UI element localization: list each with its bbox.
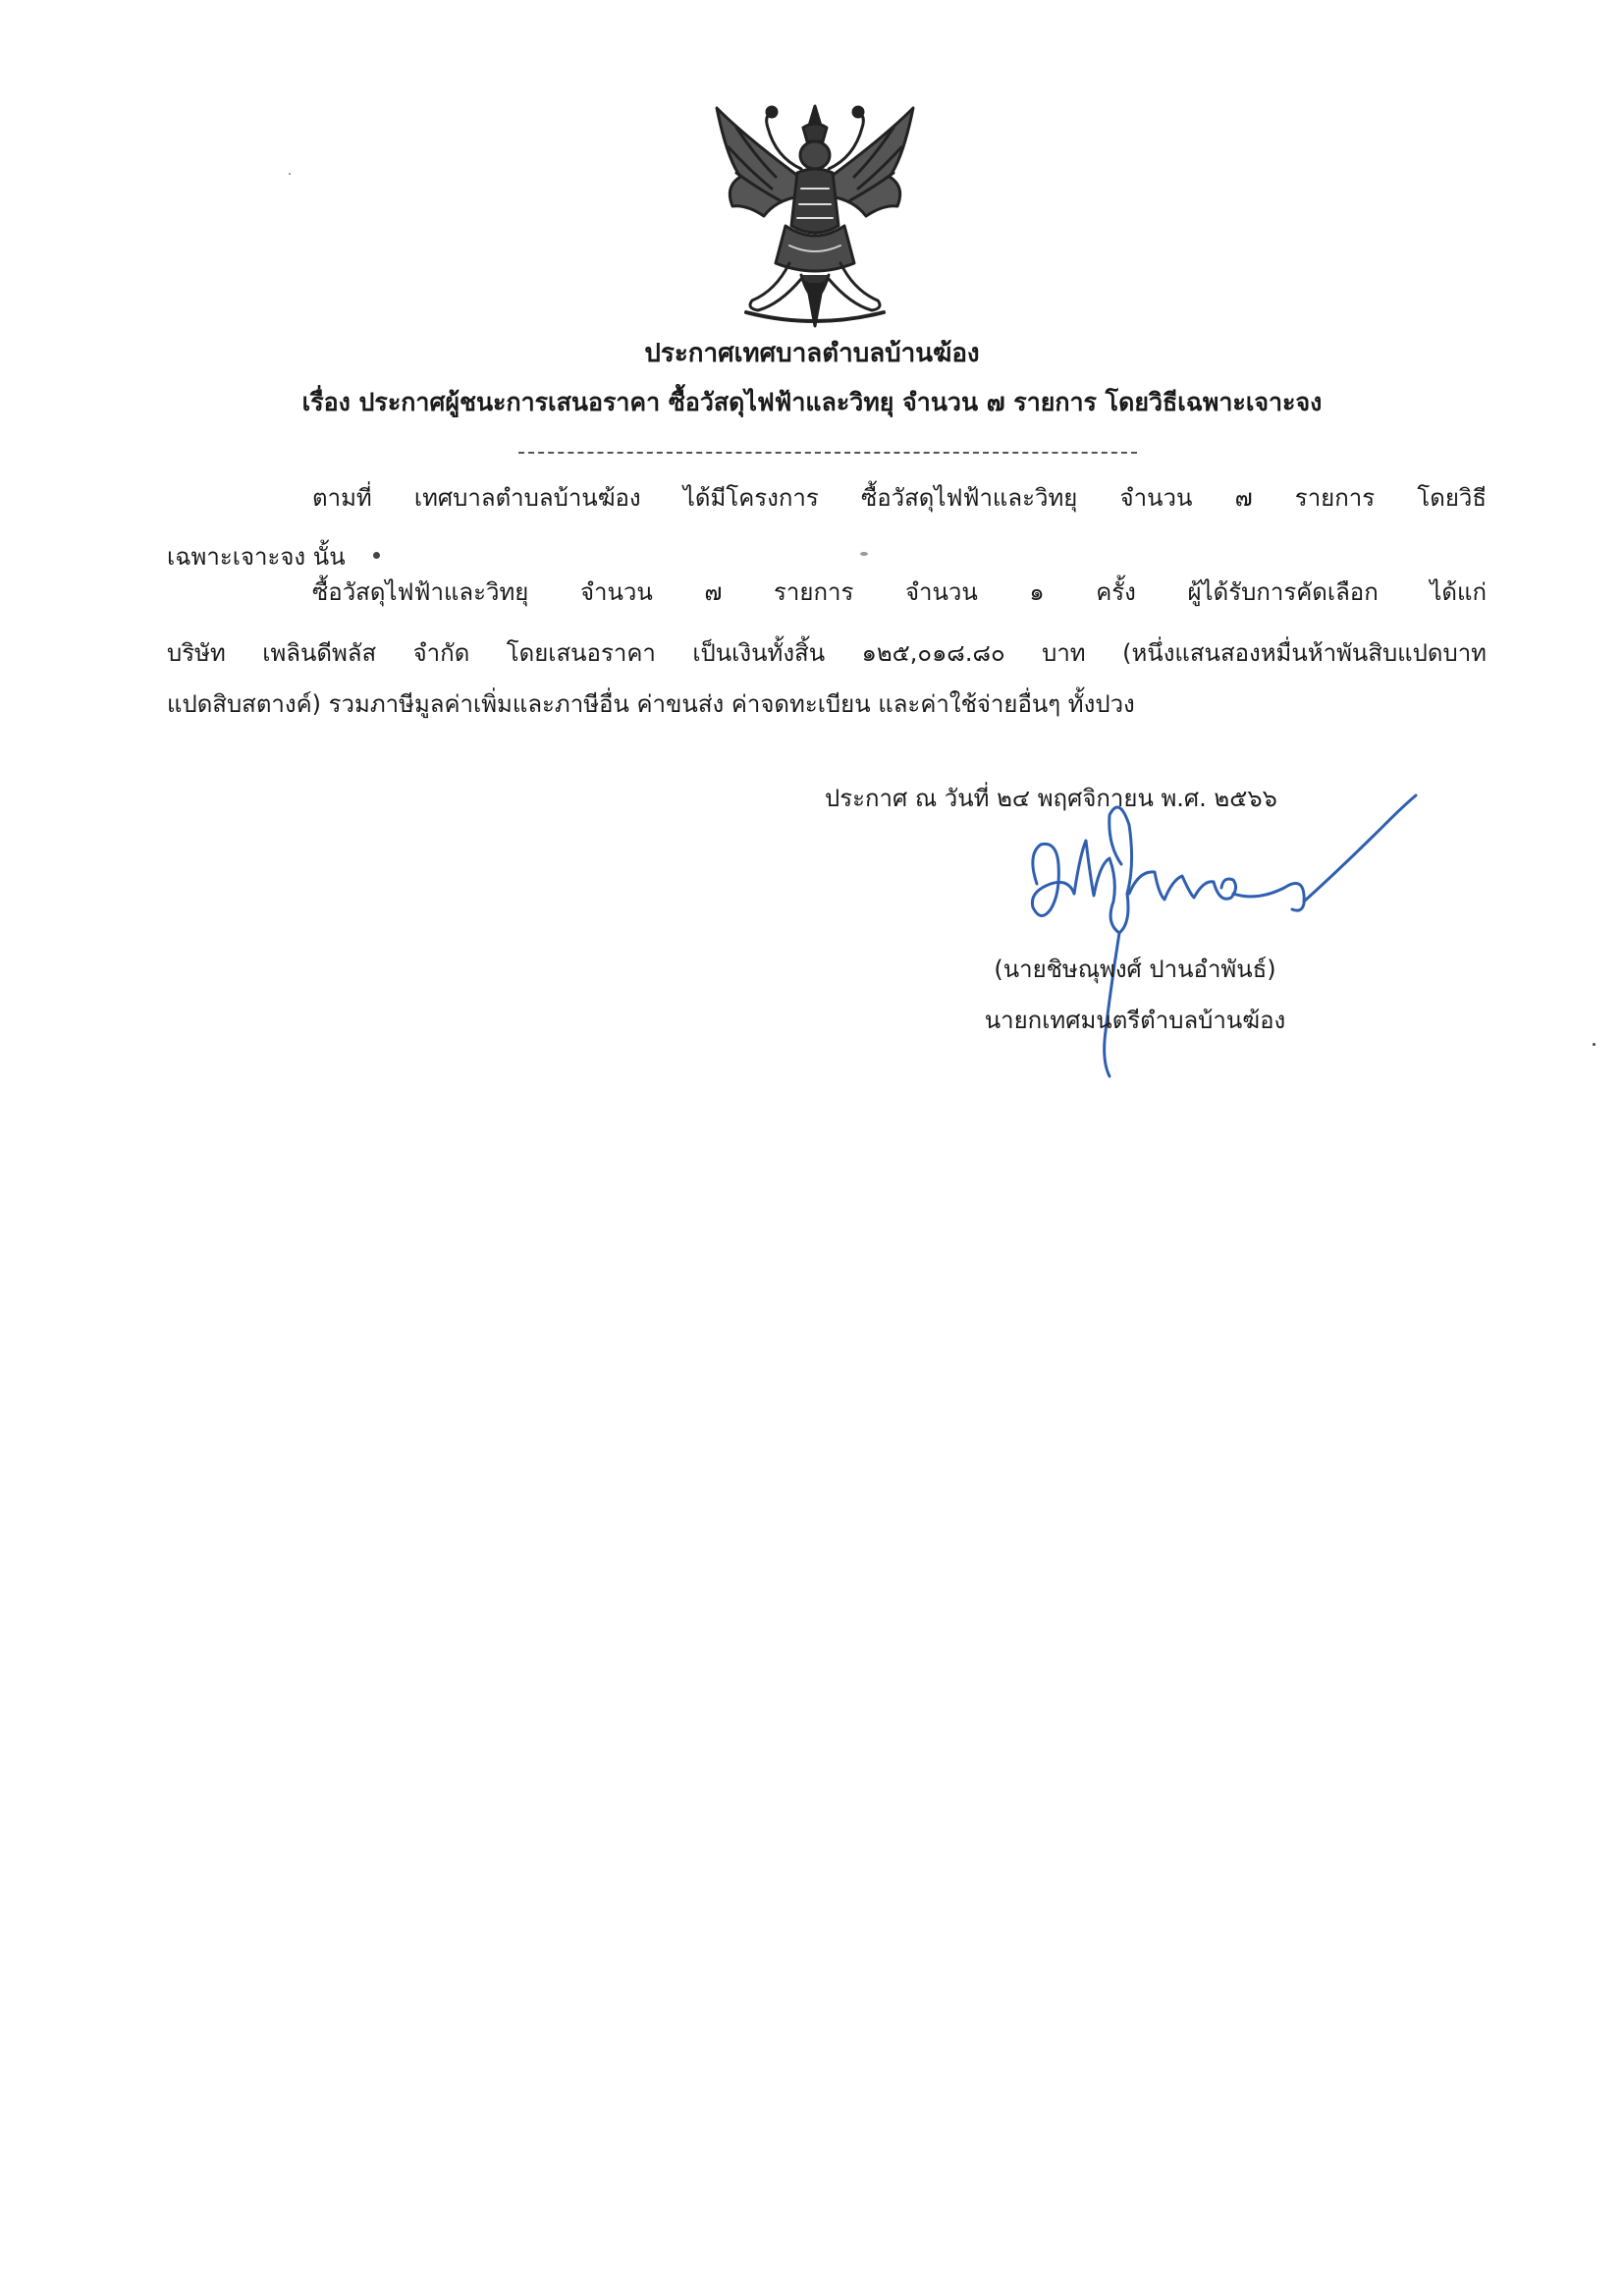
paragraph1-line1: ตามที่ เทศบาลตำบลบ้านฆ้อง ได้มีโครงการ ซื้อวัสดุไฟฟ้าและวิทยุ จำนวน ๗ รายการ โดยวิธี [312, 484, 1487, 512]
garuda-emblem-icon [707, 98, 923, 334]
announcement-title: ประกาศเทศบาลตำบลบ้านฆ้อง [644, 339, 980, 368]
scan-speck [1593, 1043, 1596, 1046]
signer-name: (นายชิษณุพงศ์ ปานอำพันธ์) [994, 956, 1276, 983]
paragraph1-line2: เฉพาะเจาะจง นั้น [167, 543, 346, 571]
announcement-date: ประกาศ ณ วันที่ ๒๔ พฤศจิกายน พ.ศ. ๒๕๖๖ [825, 785, 1277, 812]
separator-line [518, 452, 1137, 454]
scan-speck [860, 552, 868, 556]
scan-speck [373, 552, 380, 559]
announcement-subject: เรื่อง ประกาศผู้ชนะการเสนอราคา ซื้อวัสดุไฟฟ้าและวิทยุ จำนวน ๗ รายการ โดยวิธีเฉพาะเจาะจง [301, 388, 1323, 416]
signer-title: นายกเทศมนตรีตำบลบ้านฆ้อง [984, 1007, 1286, 1034]
paragraph2-line3: แปดสิบสตางค์) รวมภาษีมูลค่าเพิ่มและภาษีอื่น ค่าขนส่ง ค่าจดทะเบียน และค่าใช้จ่ายอื่นๆ ทั้งปวง [167, 690, 1135, 718]
scan-speck [289, 173, 291, 175]
paragraph2-line1: ซื้อวัสดุไฟฟ้าและวิทยุ จำนวน ๗ รายการ จำนวน ๑ ครั้ง ผู้ได้รับการคัดเลือก ได้แก่ [312, 578, 1487, 606]
paragraph2-line2: บริษัท เพลินดีพลัส จำกัด โดยเสนอราคา เป็นเงินทั้งสิ้น ๑๒๕,๐๑๘.๘๐ บาท (หนึ่งแสนสองหมื่นห้าพันสิบแปดบาท [167, 639, 1487, 667]
